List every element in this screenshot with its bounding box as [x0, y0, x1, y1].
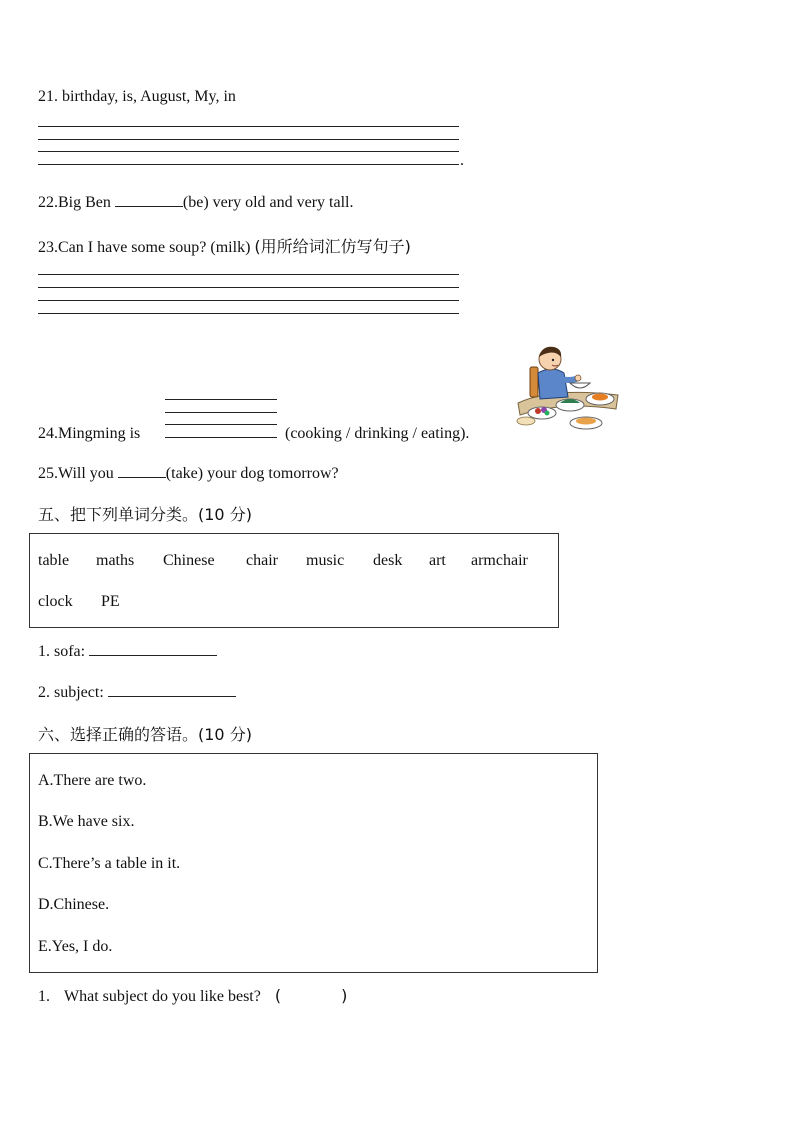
question-text-before: .Big Ben [54, 194, 115, 211]
word-bank-item: clock [38, 593, 73, 610]
classify-label: 1. sofa: [38, 643, 90, 660]
question-number: 21 [38, 88, 54, 105]
answer-line [38, 151, 459, 152]
word-bank-box [29, 533, 559, 628]
word-bank-item: chair [246, 552, 278, 569]
word-bank-item: table [38, 552, 70, 569]
question-24-left [38, 425, 140, 443]
question-text-before: .Will you [54, 465, 118, 482]
question-text: What subject do you like best? [64, 988, 261, 1005]
answer-line [38, 139, 459, 140]
question-21 [38, 88, 236, 106]
question-number: 22 [38, 194, 54, 211]
answer-option: D.Chinese. [38, 896, 110, 913]
answer-line [165, 424, 277, 425]
answer-line [165, 412, 277, 413]
answer-options-box [29, 753, 598, 973]
word-bank-item: Chinese [163, 552, 215, 569]
question-text-after: (cooking / drinking / eating). [285, 425, 470, 442]
answer-line [38, 287, 459, 288]
word-bank-item: maths [96, 552, 135, 569]
question-text: .Can I have some soup? (milk) [54, 239, 251, 256]
end-period: . [460, 152, 464, 169]
answer-option: C.There’s a table in it. [38, 855, 181, 872]
question-22 [38, 192, 354, 212]
word-bank-item: art [429, 552, 446, 569]
answer-option: B.We have six. [38, 813, 135, 830]
answer-line [38, 300, 459, 301]
answer-line [165, 437, 277, 438]
word-bank-item: armchair [471, 552, 528, 569]
classify-label: 2. subject: [38, 684, 108, 701]
question-text-after: (take) your dog tomorrow? [165, 465, 339, 482]
fill-blank[interactable] [118, 463, 166, 478]
answer-line [38, 126, 459, 127]
section-6-heading: 六、选择正确的答语。(10 分) [38, 725, 252, 744]
fill-blank[interactable] [89, 641, 217, 656]
question-number: 23 [38, 239, 54, 256]
answer-paren-close: ) [341, 986, 348, 1005]
classify-item-subject [38, 682, 236, 702]
section-6-question-1 [38, 986, 347, 1006]
answer-option: A.There are two. [38, 772, 147, 789]
question-text-after: (be) very old and very tall. [182, 194, 354, 211]
answer-line [38, 164, 459, 165]
answer-line [38, 274, 459, 275]
question-24-right [285, 425, 469, 443]
answer-line [38, 313, 459, 314]
word-bank-item: PE [101, 593, 120, 610]
answer-line [165, 399, 277, 400]
question-text-before: .Mingming is [54, 425, 141, 442]
answer-option: E.Yes, I do. [38, 938, 113, 955]
classify-item-sofa [38, 641, 217, 661]
question-23 [38, 234, 411, 257]
question-text: . birthday, is, August, My, in [54, 88, 236, 105]
question-number: 25 [38, 465, 54, 482]
question-number: 24 [38, 425, 54, 442]
question-number: 1. [38, 988, 50, 1005]
boy-eating-icon [512, 343, 620, 435]
word-bank-item: desk [373, 552, 403, 569]
question-25 [38, 463, 339, 483]
word-bank-item: music [306, 552, 345, 569]
fill-blank[interactable] [115, 192, 183, 207]
fill-blank[interactable] [108, 682, 236, 697]
answer-paren-open: ( [274, 986, 282, 1005]
question-instruction: (用所给词汇仿写句子) [254, 237, 411, 256]
section-5-heading: 五、把下列单词分类。(10 分) [38, 505, 252, 524]
